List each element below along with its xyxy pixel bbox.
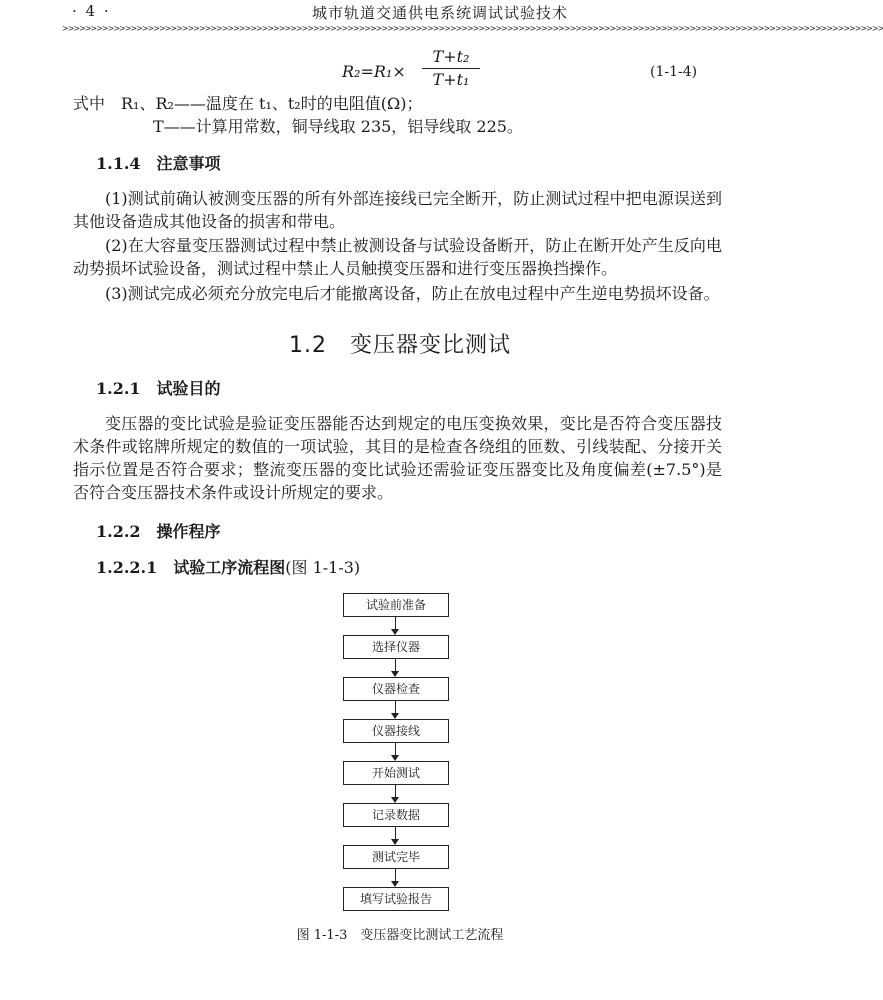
figure-reference: (图 1-1-3): [285, 558, 361, 577]
paragraph-note-2: (2)在大容量变压器测试过程中禁止被测设备与试验设备断开，防止在断开处产生反向电动势损坏试验设备，测试过程中禁止人员触摸变压器和进行变压器换挡操作。: [73, 236, 722, 278]
flow-step-record-data: 记录数据: [343, 803, 449, 827]
flow-arrow: [395, 868, 396, 881]
flow-step-check-instrument: 仪器检查: [343, 677, 449, 701]
figure-caption: 图 1-1-3 变压器变比测试工艺流程: [296, 928, 504, 943]
section-heading-1-2-2: 1.2.2 操作程序: [96, 522, 221, 541]
flow-arrow: [395, 658, 396, 671]
paragraph-note-1: (1)测试前确认被测变压器的所有外部连接线已完全断开，防止测试过程中把电源误送到其他设备造成其他设备的损害和带电。: [73, 189, 722, 231]
flow-step-start-test: 开始测试: [343, 761, 449, 785]
flow-step-prepare: 试验前准备: [343, 593, 449, 617]
paragraph-test-purpose: 变压器的变比试验是验证变压器能否达到规定的电压变换效果，变比是否符合变压器技术条件或铭牌所规定的数值的一项试验，其目的是检查各绕组的匝数、引线装配、分接开关指示位置是否符合要求；整流变压器的变比试验还需验证变压器变比及角度偏差(±7.5°)是否符合变压器技术条件或设计所规定的要求。: [73, 414, 722, 502]
section-heading-1-2-1: 1.2.1 试验目的: [96, 379, 221, 398]
formula-lhs: R₂=R₁×: [342, 62, 406, 81]
book-title: 城市轨道交通供电系统调试试验技术: [312, 4, 569, 22]
formula-numerator: T+t₂: [432, 47, 470, 66]
paragraph-note-3: (3)测试完成必须充分放完电后才能撤离设备，防止在放电过程中产生逆电势损坏设备。: [105, 284, 720, 303]
formula-number: (1-1-4): [650, 64, 698, 80]
flow-step-select-instrument: 选择仪器: [343, 635, 449, 659]
where-line-1: 式中 R₁、R₂——温度在 t₁、t₂时的电阻值(Ω)；: [73, 94, 423, 113]
flow-step-fill-report: 填写试验报告: [343, 887, 449, 911]
flow-arrow: [395, 700, 396, 713]
flow-step-test-complete: 测试完毕: [343, 845, 449, 869]
flow-arrow: [395, 784, 396, 797]
process-flowchart: [343, 593, 449, 913]
section-heading-1-2: 1.2 变压器变比测试: [289, 333, 511, 358]
page-number: · 4 ·: [72, 2, 111, 20]
flow-arrow: [395, 742, 396, 755]
flow-step-wiring: 仪器接线: [343, 719, 449, 743]
header-rule: >>>>>>>>>>>>>>>>>>>>>>>>>>>>>>>>>>>>>>>>>>>>>>>>>>>>>>>>>>>>>>>>>>>>>>>>>>>>>>>>>>>>>>>>>>>>>>>>>>>>>>>>>>>>>>>>>>>>>>>>>>>>>>>>>>>>>>>>>>>>>>>>: [62, 24, 883, 33]
subsection-title: 1.2.2.1 试验工序流程图: [96, 558, 286, 577]
where-line-2: T——计算用常数，铜导线取 235，铝导线取 225。: [153, 117, 523, 136]
section-heading-1-1-4: 1.1.4 注意事项: [96, 154, 221, 173]
flow-arrow: [395, 616, 396, 629]
formula-fraction: [422, 46, 480, 91]
section-heading-1-2-2-1: [96, 555, 360, 578]
formula-denominator: T+t₁: [432, 70, 470, 89]
flow-arrow: [395, 826, 396, 839]
running-header: [62, 2, 738, 22]
